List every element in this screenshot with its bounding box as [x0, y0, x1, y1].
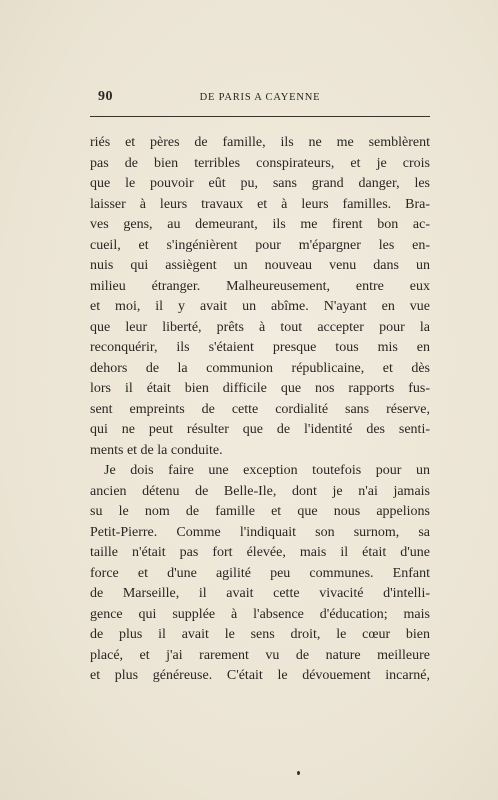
text-line: Petit-Pierre. Comme l'indiquait son surnom, sa — [90, 524, 430, 540]
text-line: lors il était bien difficile que nos rapports fus- — [90, 381, 430, 396]
text-line: ancien détenu de Belle-Ile, dont je n'ai jamais — [90, 483, 430, 499]
ink-speck — [297, 771, 300, 775]
text-line: que le pouvoir eût pu, sans grand danger, les — [90, 176, 430, 191]
text-line: sent empreints de cette cordialité sans réserve, — [90, 401, 430, 417]
text-line: laisser à leurs travaux et à leurs familles. Bra- — [90, 196, 430, 212]
page-header — [90, 86, 430, 110]
page-number: 90 — [98, 89, 113, 104]
text-line: su le nom de famille et que nous appelions — [90, 504, 430, 519]
text-line: gence qui supplée à l'absence d'éducation; mais — [90, 606, 430, 622]
text-line: force et d'une agilité peu communes. Enfant — [90, 565, 430, 581]
text-line: taille n'était pas fort élevée, mais il était d'une — [90, 545, 430, 560]
text-line: que leur liberté, prêts à tout accepter pour la — [90, 319, 430, 335]
header-rule — [90, 116, 430, 117]
paragraph-1 — [90, 133, 430, 461]
paragraph-2 — [90, 461, 430, 687]
text-line: de plus il avait le sens droit, le cœur bien — [90, 627, 430, 642]
text-line: nuis qui assiègent un nouveau venu dans un — [90, 258, 430, 273]
text-line: placé, et j'ai rarement vu de nature meilleure — [90, 647, 430, 663]
text-line: de Marseille, il avait cette vivacité d'intelli- — [90, 586, 430, 601]
text-line: dehors de la communion républicaine, et dès — [90, 360, 430, 376]
text-line: et plus généreuse. C'était le dévouement incarné, — [90, 668, 430, 683]
text-line: ments et de la conduite. — [90, 442, 223, 458]
text-line: reconquérir, ils s'étaient presque tous mis en — [90, 340, 430, 355]
text-line: ves gens, au demeurant, ils me firent bon ac- — [90, 217, 430, 232]
body-text — [90, 133, 430, 687]
text-line: riés et pères de famille, ils ne me semblèrent — [90, 135, 430, 150]
text-line: et moi, il y avait un abîme. N'ayant en vue — [90, 299, 430, 314]
text-line: milieu étranger. Malheureusement, entre eux — [90, 278, 430, 294]
text-line: Je dois faire une exception toutefois pour un — [104, 463, 430, 478]
text-line: pas de bien terribles conspirateurs, et je crois — [90, 155, 430, 171]
text-line: cueil, et s'ingénièrent pour m'épargner les en- — [90, 237, 430, 253]
text-line: qui ne peut résulter que de l'identité des senti- — [90, 422, 430, 437]
running-title: DE PARIS A CAYENNE — [199, 92, 321, 103]
